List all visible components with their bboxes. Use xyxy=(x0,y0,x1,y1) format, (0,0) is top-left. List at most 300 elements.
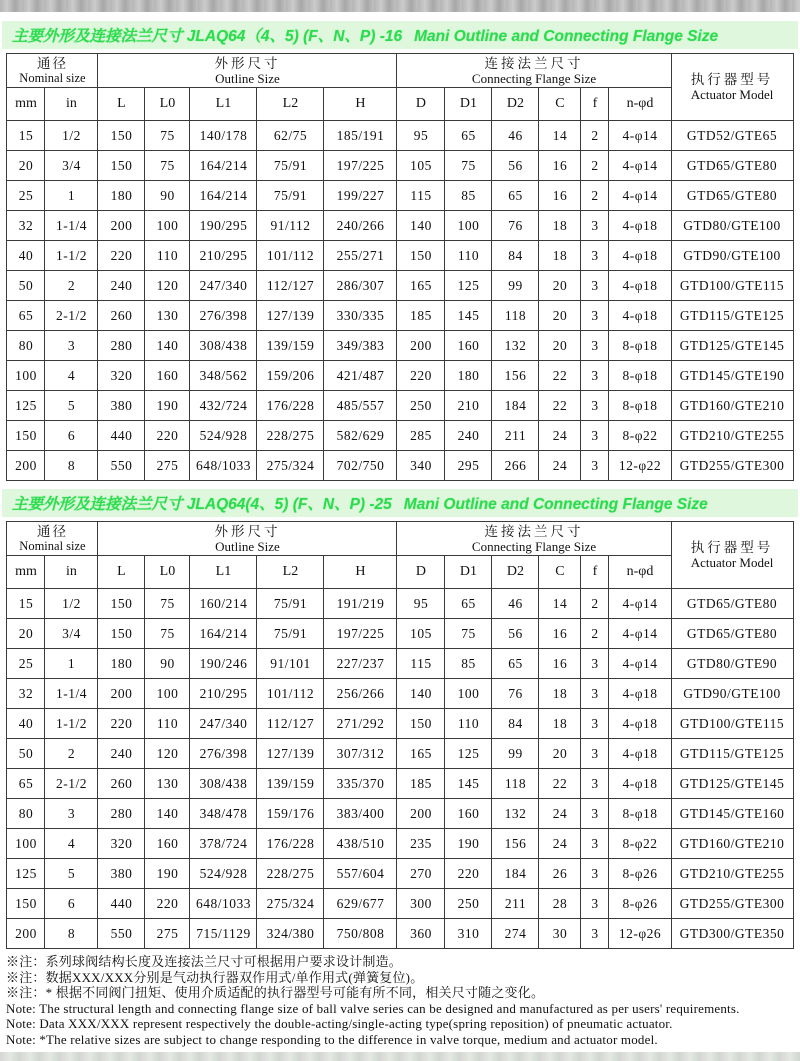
table-cell: GTD210/GTE255 xyxy=(671,859,793,889)
table-cell: 4-φ18 xyxy=(609,241,671,271)
table-cell: 150 xyxy=(397,709,445,739)
table-body-pn25 xyxy=(7,589,793,949)
table-cell: 240/266 xyxy=(324,211,397,241)
note-cn-3: ※注：* 根据不同阀门扭矩、使用介质适配的执行器型号可能有所不同，相关尺寸随之变化。 xyxy=(6,985,545,1001)
table-cell: 150 xyxy=(7,889,45,919)
header-flange-size xyxy=(397,54,671,88)
table-cell: 84 xyxy=(492,709,539,739)
table-cell: 582/629 xyxy=(324,421,397,451)
table-cell: 550 xyxy=(98,919,145,949)
col-L2: L2 xyxy=(257,88,324,121)
table-cell: 438/510 xyxy=(324,829,397,859)
table-cell: 191/219 xyxy=(324,589,397,619)
table-cell: 15 xyxy=(7,589,45,619)
table-cell: 150 xyxy=(397,241,445,271)
table2-title xyxy=(2,489,798,517)
table1-title xyxy=(2,21,798,49)
table-cell: 421/487 xyxy=(324,361,397,391)
table-cell: 2 xyxy=(581,151,609,181)
table-cell: 3 xyxy=(581,919,609,949)
table-cell: 4-φ18 xyxy=(609,709,671,739)
table-cell: 280 xyxy=(98,331,145,361)
table-cell: 91/112 xyxy=(257,211,324,241)
table-cell: GTD145/GTE190 xyxy=(671,361,793,391)
table-cell: 85 xyxy=(445,181,492,211)
table-cell: 750/808 xyxy=(324,919,397,949)
table-cell: 3 xyxy=(581,679,609,709)
table-cell: 266 xyxy=(492,451,539,481)
table-cell: 2 xyxy=(581,619,609,649)
table-cell: 105 xyxy=(397,151,445,181)
header-actuator-model xyxy=(671,522,793,589)
table-cell: 190/295 xyxy=(190,211,257,241)
table-cell: 432/724 xyxy=(190,391,257,421)
col-L0: L0 xyxy=(145,556,190,589)
table-cell: 380 xyxy=(98,859,145,889)
table-cell: 120 xyxy=(145,271,190,301)
table-cell: 115 xyxy=(397,181,445,211)
table-cell: 140 xyxy=(145,331,190,361)
table-cell: 4-φ14 xyxy=(609,649,671,679)
table-cell: 260 xyxy=(98,769,145,799)
table-cell: 46 xyxy=(492,121,539,151)
table-cell: 383/400 xyxy=(324,799,397,829)
table-cell: GTD65/GTE80 xyxy=(671,589,793,619)
table-cell: 211 xyxy=(492,421,539,451)
table-cell: 101/112 xyxy=(257,679,324,709)
table-cell: 276/398 xyxy=(190,739,257,769)
table-cell: 139/159 xyxy=(257,769,324,799)
table-cell: 4-φ14 xyxy=(609,151,671,181)
table-cell: 127/139 xyxy=(257,739,324,769)
table-cell: 4-φ18 xyxy=(609,769,671,799)
table-row xyxy=(7,619,793,649)
table-cell: 8-φ18 xyxy=(609,799,671,829)
table-cell: 15 xyxy=(7,121,45,151)
col-n-phi-d: n-φd xyxy=(609,88,671,121)
table-cell: 20 xyxy=(7,619,45,649)
header-actuator-en: Actuator Model xyxy=(690,555,774,570)
table-cell: 75/91 xyxy=(257,151,324,181)
table-cell: 65 xyxy=(7,769,45,799)
table-cell: 220 xyxy=(445,859,492,889)
table-cell: 160 xyxy=(145,829,190,859)
table-cell: 20 xyxy=(539,331,581,361)
table-cell: 4-φ18 xyxy=(609,271,671,301)
table-cell: 75 xyxy=(145,589,190,619)
table-cell: 200 xyxy=(98,679,145,709)
table-cell: 40 xyxy=(7,241,45,271)
table-row xyxy=(7,799,793,829)
col-C: C xyxy=(539,556,581,589)
table-cell: 210 xyxy=(445,391,492,421)
table-cell: 75 xyxy=(445,619,492,649)
table-cell: 250 xyxy=(397,391,445,421)
table-cell: 24 xyxy=(539,799,581,829)
header-outline-size xyxy=(98,54,397,88)
table-cell: 4-φ18 xyxy=(609,211,671,241)
table-cell: 160/214 xyxy=(190,589,257,619)
table-cell: 220 xyxy=(397,361,445,391)
table-cell: 180 xyxy=(445,361,492,391)
table-row xyxy=(7,181,793,211)
table-cell: 8-φ22 xyxy=(609,421,671,451)
table-cell: 130 xyxy=(145,301,190,331)
table-cell: 112/127 xyxy=(257,709,324,739)
table-cell: 190/246 xyxy=(190,649,257,679)
table-cell: 6 xyxy=(45,421,98,451)
table-row xyxy=(7,739,793,769)
table-cell: 127/139 xyxy=(257,301,324,331)
table-row xyxy=(7,919,793,949)
table-cell: 197/225 xyxy=(324,151,397,181)
table-cell: GTD52/GTE65 xyxy=(671,121,793,151)
table-row xyxy=(7,301,793,331)
table-cell: 3 xyxy=(581,649,609,679)
table-cell: 184 xyxy=(492,859,539,889)
table-cell: 295 xyxy=(445,451,492,481)
table-cell: 240 xyxy=(98,739,145,769)
footnotes xyxy=(6,954,796,1048)
table-cell: GTD300/GTE350 xyxy=(671,919,793,949)
table-cell: 100 xyxy=(7,361,45,391)
header-flange-size xyxy=(397,522,671,556)
table-cell: 16 xyxy=(539,649,581,679)
table-cell: 16 xyxy=(539,151,581,181)
table-cell: 220 xyxy=(145,889,190,919)
table-cell: 275/324 xyxy=(257,889,324,919)
table-row xyxy=(7,391,793,421)
table-cell: GTD210/GTE255 xyxy=(671,421,793,451)
table-cell: 150 xyxy=(98,121,145,151)
table-cell: 140 xyxy=(397,211,445,241)
table-body-pn16 xyxy=(7,121,793,481)
dimension-table-pn16 xyxy=(6,53,793,481)
table-cell: 76 xyxy=(492,211,539,241)
table-cell: 190 xyxy=(145,391,190,421)
table-row xyxy=(7,589,793,619)
table-row xyxy=(7,649,793,679)
table-cell: 164/214 xyxy=(190,181,257,211)
header-outline-en: Outline Size xyxy=(215,70,280,86)
table-cell: 3 xyxy=(45,799,98,829)
table-row xyxy=(7,709,793,739)
table-cell: 12-φ26 xyxy=(609,919,671,949)
table-cell: 3 xyxy=(581,799,609,829)
table-cell: 185/191 xyxy=(324,121,397,151)
col-L1: L1 xyxy=(190,88,257,121)
table-cell: GTD65/GTE80 xyxy=(671,181,793,211)
table-cell: GTD160/GTE210 xyxy=(671,829,793,859)
table-cell: GTD255/GTE300 xyxy=(671,451,793,481)
table-cell: 24 xyxy=(539,451,581,481)
table-cell: 8-φ18 xyxy=(609,391,671,421)
table-cell: 324/380 xyxy=(257,919,324,949)
table-cell: 85 xyxy=(445,649,492,679)
table-cell: 20 xyxy=(539,301,581,331)
table-cell: 8-φ22 xyxy=(609,829,671,859)
col-L0: L0 xyxy=(145,88,190,121)
table-cell: 150 xyxy=(7,421,45,451)
table-cell: 125 xyxy=(445,271,492,301)
table-cell: 8-φ18 xyxy=(609,361,671,391)
table-cell: 125 xyxy=(7,391,45,421)
table-cell: 100 xyxy=(7,829,45,859)
col-D2: D2 xyxy=(492,88,539,121)
table1-title-cn: 主要外形及连接法兰尺寸 JLAQ64（4、5) (F、N、P) -16 xyxy=(12,28,403,45)
table-cell: GTD115/GTE125 xyxy=(671,301,793,331)
table-cell: 118 xyxy=(492,301,539,331)
table-header-group-row xyxy=(7,522,793,556)
table-cell: 8-φ18 xyxy=(609,331,671,361)
table-cell: GTD125/GTE145 xyxy=(671,331,793,361)
table-cell: GTD80/GTE100 xyxy=(671,211,793,241)
table-cell: 91/101 xyxy=(257,649,324,679)
table-cell: 101/112 xyxy=(257,241,324,271)
table-cell: 22 xyxy=(539,391,581,421)
header-nominal-size xyxy=(7,522,98,556)
table-cell: 210/295 xyxy=(190,679,257,709)
table-cell: 100 xyxy=(145,211,190,241)
table-cell: 3 xyxy=(581,211,609,241)
table-cell: 112/127 xyxy=(257,271,324,301)
table1-title-en: Mani Outline and Connecting Flange Size xyxy=(414,28,719,45)
table-cell: 228/275 xyxy=(257,421,324,451)
table-cell: GTD90/GTE100 xyxy=(671,241,793,271)
table-cell: 380 xyxy=(98,391,145,421)
table-cell: GTD90/GTE100 xyxy=(671,679,793,709)
table-cell: 20 xyxy=(539,739,581,769)
table-cell: 99 xyxy=(492,739,539,769)
table-cell: GTD125/GTE145 xyxy=(671,769,793,799)
table-row xyxy=(7,421,793,451)
table-cell: 8 xyxy=(45,919,98,949)
table-cell: 190 xyxy=(445,829,492,859)
table-cell: 110 xyxy=(445,709,492,739)
table-cell: 165 xyxy=(397,271,445,301)
table-cell: 8-φ26 xyxy=(609,859,671,889)
table-cell: 8 xyxy=(45,451,98,481)
table-cell: 210/295 xyxy=(190,241,257,271)
table-cell: 1-1/4 xyxy=(45,211,98,241)
table-cell: 14 xyxy=(539,589,581,619)
scan-artifact-top xyxy=(0,0,800,12)
table-cell: 240 xyxy=(445,421,492,451)
table-cell: 145 xyxy=(445,301,492,331)
table-cell: 3 xyxy=(581,859,609,889)
table-cell: 702/750 xyxy=(324,451,397,481)
table-row xyxy=(7,121,793,151)
table-cell: 275 xyxy=(145,919,190,949)
table-cell: 247/340 xyxy=(190,271,257,301)
table-cell: 26 xyxy=(539,859,581,889)
table-cell: 4-φ18 xyxy=(609,679,671,709)
table-cell: 3 xyxy=(581,301,609,331)
col-D: D xyxy=(397,88,445,121)
table-cell: 40 xyxy=(7,709,45,739)
table-cell: 440 xyxy=(98,421,145,451)
table-cell: 16 xyxy=(539,181,581,211)
table-cell: 255/271 xyxy=(324,241,397,271)
table-cell: 3/4 xyxy=(45,619,98,649)
table-cell: 2 xyxy=(45,271,98,301)
table-cell: 80 xyxy=(7,331,45,361)
table-cell: 8-φ26 xyxy=(609,889,671,919)
table-cell: 524/928 xyxy=(190,421,257,451)
note-cn-1: ※注：系列球阀结构长度及连接法兰尺寸可根据用户要求设计制造。 xyxy=(6,954,403,969)
table-cell: 75 xyxy=(145,151,190,181)
table-cell: 3 xyxy=(581,271,609,301)
table-cell: 2 xyxy=(581,589,609,619)
table-row xyxy=(7,361,793,391)
table-cell: 220 xyxy=(98,241,145,271)
table-cell: 120 xyxy=(145,739,190,769)
table-cell: 20 xyxy=(7,151,45,181)
table-cell: 227/237 xyxy=(324,649,397,679)
table2-title-cn: 主要外形及连接法兰尺寸 JLAQ64(4、5) (F、N、P) -25 xyxy=(12,496,392,513)
table-cell: 274 xyxy=(492,919,539,949)
col-L: L xyxy=(98,88,145,121)
table-cell: 176/228 xyxy=(257,829,324,859)
table-cell: 159/206 xyxy=(257,361,324,391)
table-cell: 4-φ14 xyxy=(609,181,671,211)
table-cell: 550 xyxy=(98,451,145,481)
table-cell: 276/398 xyxy=(190,301,257,331)
table-row xyxy=(7,211,793,241)
table-cell: 4-φ18 xyxy=(609,301,671,331)
table-cell: 4-φ18 xyxy=(609,739,671,769)
table-cell: 95 xyxy=(397,121,445,151)
table-row xyxy=(7,889,793,919)
table-cell: 197/225 xyxy=(324,619,397,649)
table-cell: 46 xyxy=(492,589,539,619)
table-cell: 307/312 xyxy=(324,739,397,769)
table-cell: 125 xyxy=(7,859,45,889)
table-cell: 14 xyxy=(539,121,581,151)
table-cell: 200 xyxy=(397,331,445,361)
table-row xyxy=(7,241,793,271)
table-cell: 30 xyxy=(539,919,581,949)
table-cell: 139/159 xyxy=(257,331,324,361)
col-in: in xyxy=(45,556,98,589)
col-f: f xyxy=(581,556,609,589)
table-cell: 110 xyxy=(445,241,492,271)
table-cell: 25 xyxy=(7,649,45,679)
table-row xyxy=(7,451,793,481)
table-cell: 65 xyxy=(492,649,539,679)
table-cell: 3 xyxy=(581,829,609,859)
table-cell: 176/228 xyxy=(257,391,324,421)
dimension-table-pn25 xyxy=(6,521,793,949)
header-actuator-cn: 执行器型号 xyxy=(690,72,774,87)
header-outline-cn: 外形尺寸 xyxy=(214,55,281,71)
table-cell: 2 xyxy=(581,121,609,151)
table-cell: 340 xyxy=(397,451,445,481)
table-cell: 164/214 xyxy=(190,619,257,649)
table-cell: 1-1/2 xyxy=(45,241,98,271)
table-cell: 3 xyxy=(581,739,609,769)
table-cell: 6 xyxy=(45,889,98,919)
table-row xyxy=(7,331,793,361)
col-mm: mm xyxy=(7,556,45,589)
table-cell: 629/677 xyxy=(324,889,397,919)
table-cell: 18 xyxy=(539,211,581,241)
col-H: H xyxy=(324,556,397,589)
col-D: D xyxy=(397,556,445,589)
table-cell: 3 xyxy=(581,331,609,361)
table-cell: 75 xyxy=(445,151,492,181)
header-nominal-cn: 通径 xyxy=(36,55,68,71)
table-cell: 75 xyxy=(145,619,190,649)
header-flange-cn: 连接法兰尺寸 xyxy=(484,55,584,71)
table-cell: 247/340 xyxy=(190,709,257,739)
table-cell: 75/91 xyxy=(257,619,324,649)
table-cell: 76 xyxy=(492,679,539,709)
table-cell: 99 xyxy=(492,271,539,301)
header-actuator-en: Actuator Model xyxy=(690,87,774,102)
table-cell: 90 xyxy=(145,181,190,211)
header-nominal-en: Nominal size xyxy=(19,70,86,85)
table-cell: 32 xyxy=(7,679,45,709)
table-cell: 50 xyxy=(7,739,45,769)
table-cell: 25 xyxy=(7,181,45,211)
table-cell: 271/292 xyxy=(324,709,397,739)
table-cell: 235 xyxy=(397,829,445,859)
table-cell: 32 xyxy=(7,211,45,241)
table-cell: 4 xyxy=(45,829,98,859)
table-cell: 349/383 xyxy=(324,331,397,361)
table-cell: 75/91 xyxy=(257,589,324,619)
table-cell: 3/4 xyxy=(45,151,98,181)
note-en-2: Note: Data XXX/XXX represent respectively the double-acting/single-acting type(spring reposition) of pneumatic actuator. xyxy=(6,1016,673,1032)
table-cell: 145 xyxy=(445,769,492,799)
table-cell: 1-1/4 xyxy=(45,679,98,709)
table-cell: 105 xyxy=(397,619,445,649)
scan-artifact-bottom xyxy=(0,1052,800,1061)
table-cell: 18 xyxy=(539,679,581,709)
table-cell: 240 xyxy=(98,271,145,301)
table-row xyxy=(7,829,793,859)
table-cell: 159/176 xyxy=(257,799,324,829)
table-row xyxy=(7,151,793,181)
table-cell: 125 xyxy=(445,739,492,769)
table-cell: 100 xyxy=(445,211,492,241)
col-mm: mm xyxy=(7,88,45,121)
table-cell: 184 xyxy=(492,391,539,421)
note-en-1: Note: The structural length and connecting flange size of ball valve series can be designed and manufactured as per users' requirements. xyxy=(6,1000,740,1016)
table-cell: 220 xyxy=(145,421,190,451)
table-cell: 2 xyxy=(45,739,98,769)
table-cell: 12-φ22 xyxy=(609,451,671,481)
table-cell: 110 xyxy=(145,709,190,739)
table-cell: 250 xyxy=(445,889,492,919)
table-cell: 4-φ14 xyxy=(609,619,671,649)
table-cell: 140 xyxy=(397,679,445,709)
table-cell: 3 xyxy=(581,769,609,799)
table-cell: 22 xyxy=(539,361,581,391)
header-nominal-en: Nominal size xyxy=(19,538,86,553)
table-cell: 20 xyxy=(539,271,581,301)
table-cell: 211 xyxy=(492,889,539,919)
table-cell: 348/562 xyxy=(190,361,257,391)
col-L: L xyxy=(98,556,145,589)
table-cell: 165 xyxy=(397,739,445,769)
table-cell: 378/724 xyxy=(190,829,257,859)
table-cell: 200 xyxy=(98,211,145,241)
table-cell: 50 xyxy=(7,271,45,301)
col-D2: D2 xyxy=(492,556,539,589)
table-row xyxy=(7,271,793,301)
